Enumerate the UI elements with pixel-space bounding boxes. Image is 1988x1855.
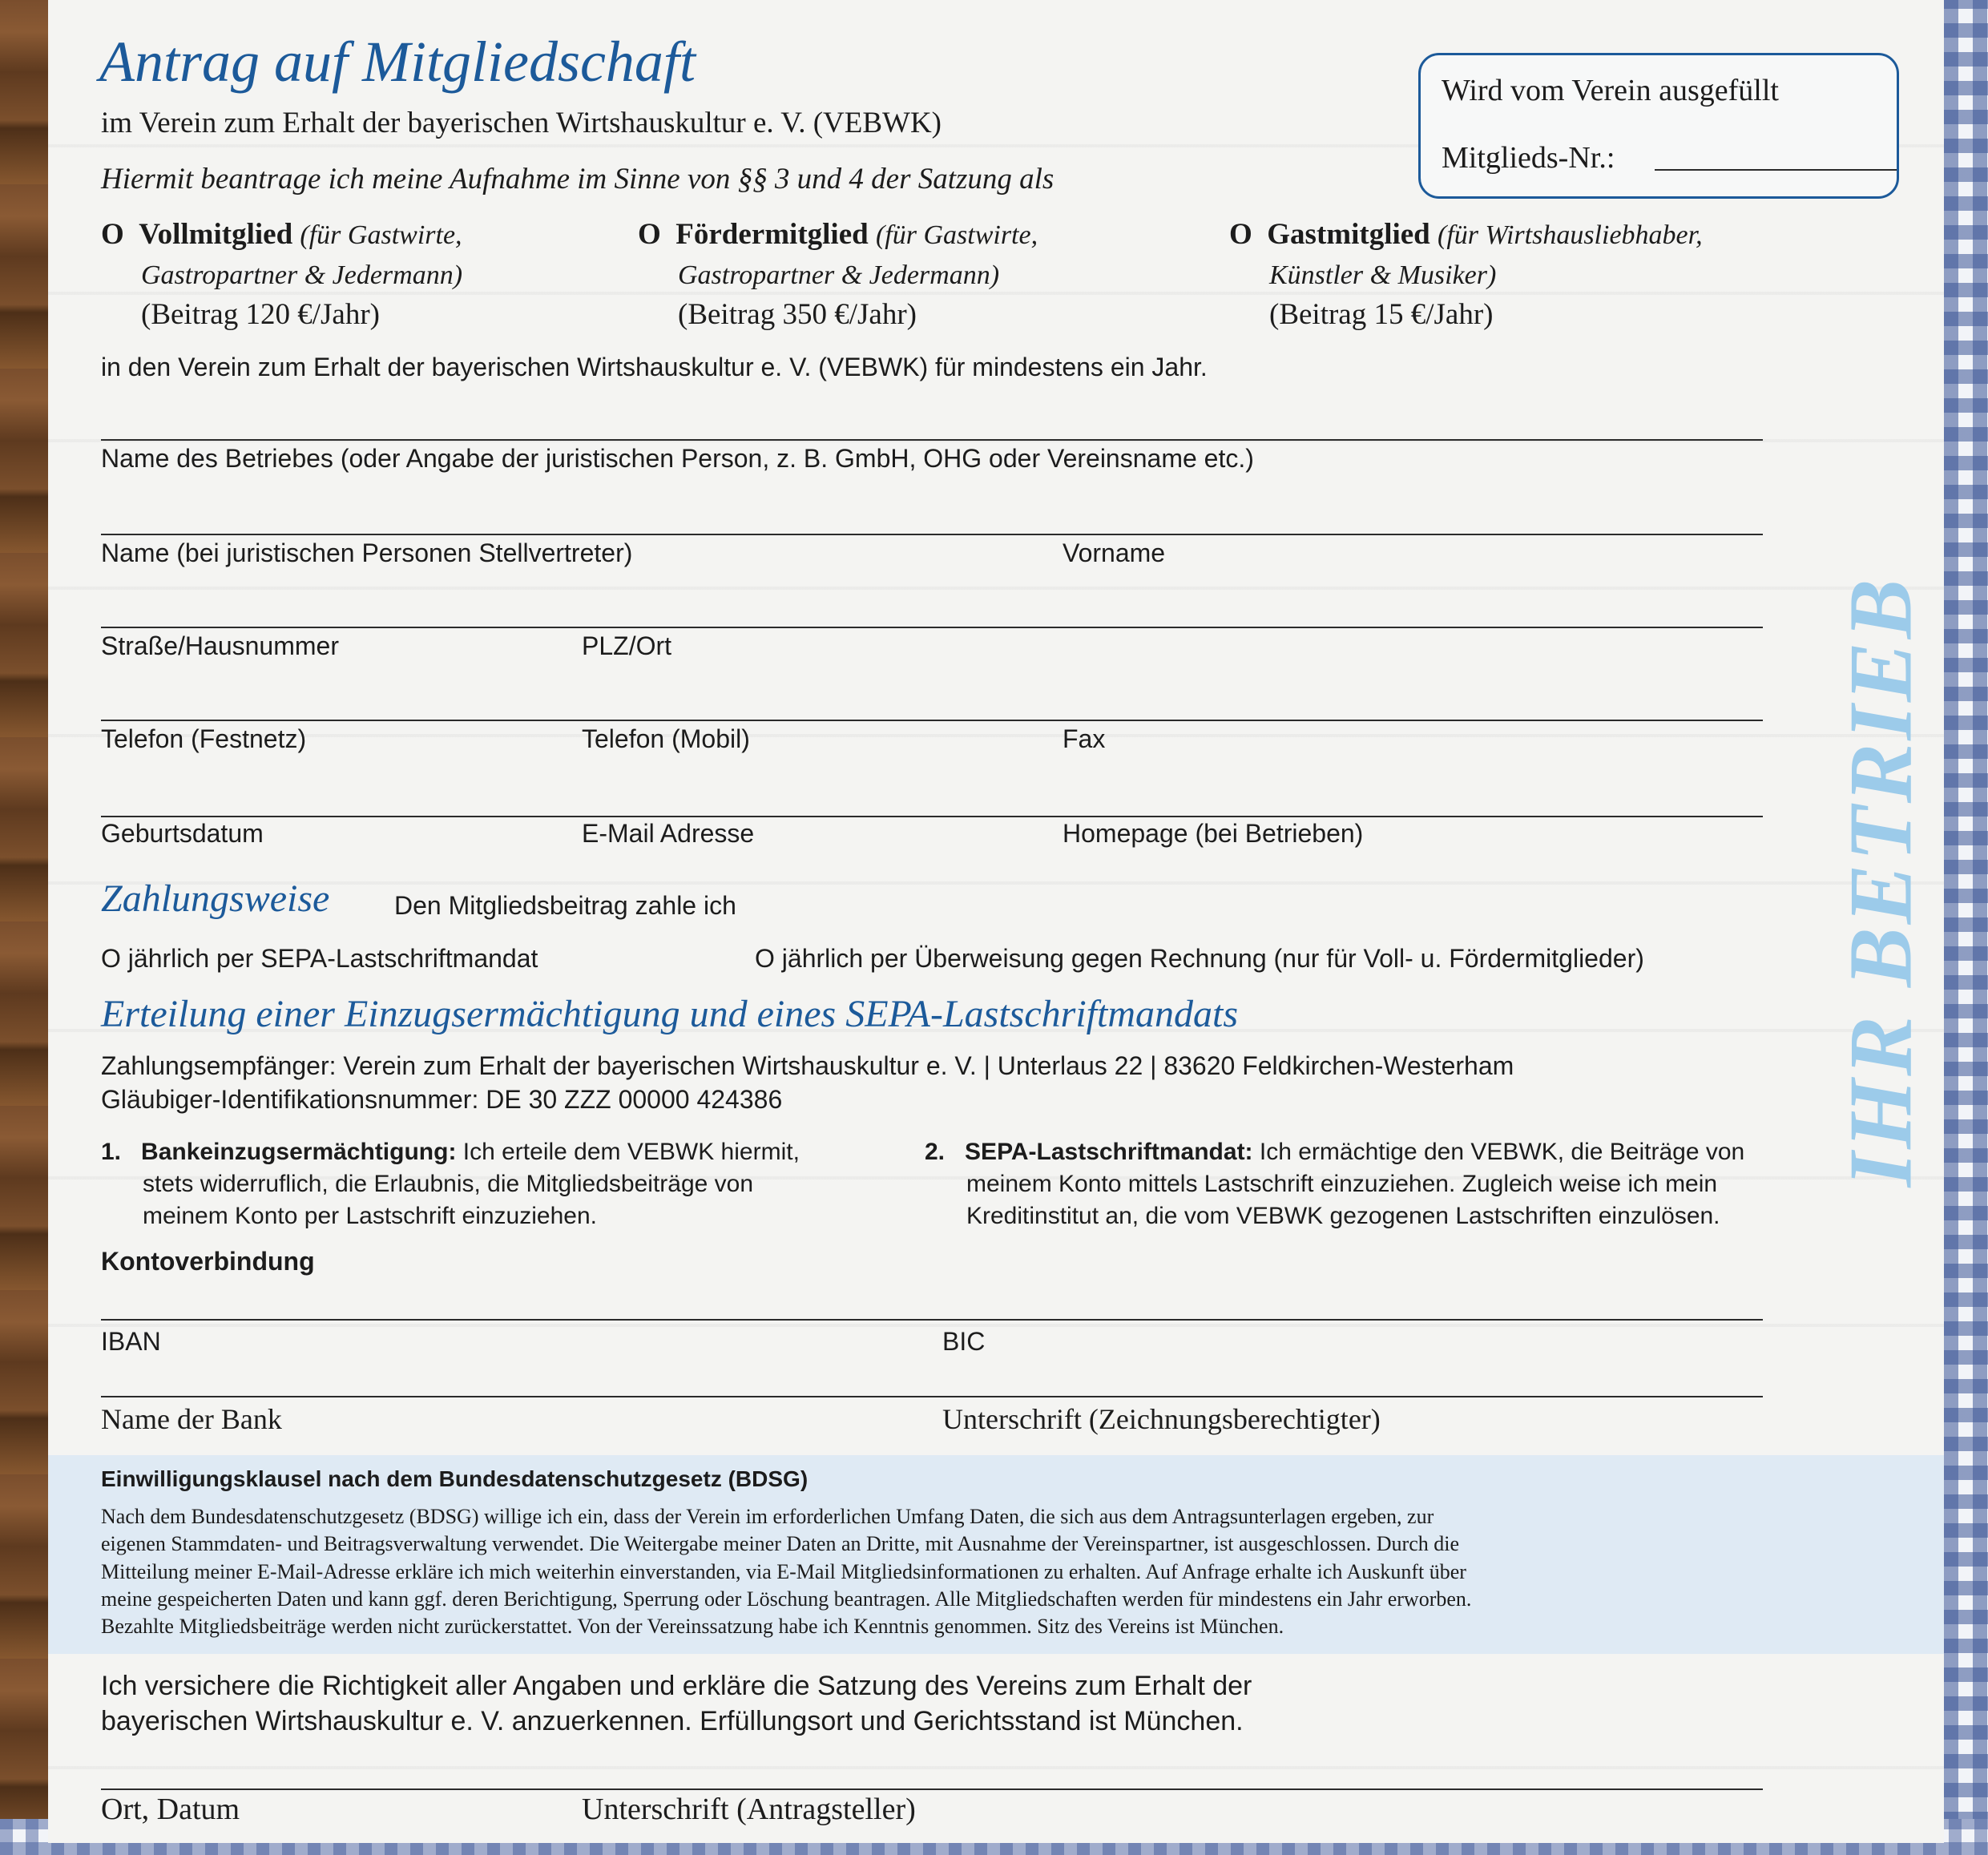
bdsg-line: meine gespeicherten Daten und kann ggf. deren Berichtigung, Sperrung oder Löschung beantragen. Alle Mitgliedschaften werden für mindestens ein Jahr erworben. bbox=[101, 1587, 1472, 1611]
bank-heading: Kontoverbindung bbox=[101, 1247, 315, 1276]
bdsg-line: Nach dem Bundesdatenschutzgesetz (BDSG) willige ich ein, dass der Verein im erforderlichen Umfang Daten, die sich aus dem Antragsunterlagen ergeben, zur bbox=[101, 1505, 1434, 1528]
applicant-signature-label: Unterschrift (Antragsteller) bbox=[582, 1792, 916, 1826]
item-text: Ich ermächtige den VEBWK, die Beiträge von bbox=[1252, 1139, 1745, 1165]
option-gastmitglied[interactable] bbox=[1229, 215, 1703, 335]
office-use-heading: Wird vom Verein ausgefüllt bbox=[1442, 74, 1779, 107]
item-text-2: meinem Konto mittels Lastschrift einzuziehen. Zugleich weise ich mein bbox=[966, 1170, 1718, 1197]
side-label-ihr-betrieb: IHR BETRIEB bbox=[1831, 575, 1931, 1188]
homepage-label: Homepage (bei Betrieben) bbox=[1063, 819, 1364, 848]
option-note-2: Gastropartner & Jedermann) bbox=[141, 260, 463, 290]
office-use-box bbox=[1418, 53, 1899, 199]
bdsg-text bbox=[101, 1503, 1471, 1641]
phone-field-line[interactable] bbox=[101, 720, 1763, 721]
item-number: 1. bbox=[101, 1139, 122, 1165]
contact-field-line[interactable] bbox=[101, 816, 1763, 817]
last-name-label: Name (bei juristischen Personen Stellvertreter) bbox=[101, 538, 633, 567]
page-subtitle: im Verein zum Erhalt der bayerischen Wirtshauskultur e. V. (VEBWK) bbox=[101, 107, 942, 139]
signature-field-line[interactable] bbox=[101, 1788, 1763, 1790]
option-note-2: Künstler & Musiker) bbox=[1269, 260, 1497, 290]
zip-city-label: PLZ/Ort bbox=[582, 631, 672, 660]
account-holder-signature-label: Unterschrift (Zeichnungsberechtigter) bbox=[942, 1403, 1381, 1435]
sepa-section-title: Erteilung einer Einzugsermächtigung und eines SEPA-Lastschriftmandats bbox=[101, 993, 1239, 1035]
iban-field-line[interactable] bbox=[101, 1319, 1763, 1321]
phone-label: Telefon (Festnetz) bbox=[101, 724, 307, 753]
option-name: Fördermitglied bbox=[675, 218, 869, 251]
payment-option-invoice[interactable]: O jährlich per Überweisung gegen Rechnung (nur für Voll- u. Fördermitglieder) bbox=[755, 944, 1644, 973]
payee-info: Zahlungsempfänger: Verein zum Erhalt der bayerischen Wirtshauskultur e. V. | Unterlaus 22 | 83620 Feldkirchen-Westerham bbox=[101, 1051, 1514, 1080]
page-title: Antrag auf Mitgliedschaft bbox=[99, 30, 696, 94]
creditor-id: Gläubiger-Identifikationsnummer: DE 30 ZZZ 00000 424386 bbox=[101, 1085, 783, 1114]
option-fee: (Beitrag 15 €/Jahr) bbox=[1269, 297, 1494, 331]
item-heading: SEPA-Lastschriftmandat: bbox=[965, 1139, 1253, 1165]
option-marker[interactable]: O bbox=[101, 218, 124, 251]
option-marker[interactable]: O bbox=[1229, 218, 1252, 251]
business-name-label: Name des Betriebes (oder Angabe der juristischen Person, z. B. GmbH, OHG oder Vereinsname etc.) bbox=[101, 444, 1254, 473]
iban-label: IBAN bbox=[101, 1327, 161, 1356]
declaration-line: Ich versichere die Richtigkeit aller Angaben und erkläre die Satzung des Vereins zum Erhalt der bbox=[101, 1671, 1252, 1701]
bdsg-title: Einwilligungsklausel nach dem Bundesdatenschutzgesetz (BDSG) bbox=[101, 1466, 809, 1491]
fax-label: Fax bbox=[1063, 724, 1106, 753]
bic-label: BIC bbox=[942, 1327, 986, 1356]
wood-background-left bbox=[0, 0, 48, 1855]
name-field-line[interactable] bbox=[101, 534, 1763, 535]
option-note: (für Gastwirte, bbox=[875, 220, 1038, 250]
member-number-label: Mitglieds-Nr.: bbox=[1442, 141, 1615, 175]
place-date-label: Ort, Datum bbox=[101, 1792, 240, 1826]
sepa-item-1 bbox=[101, 1136, 800, 1232]
birthdate-label: Geburtsdatum bbox=[101, 819, 264, 848]
membership-duration-text: in den Verein zum Erhalt der bayerischen Wirtshauskultur e. V. (VEBWK) für mindestens ein Jahr. bbox=[101, 353, 1208, 381]
payment-intro: Den Mitgliedsbeitrag zahle ich bbox=[394, 891, 736, 920]
application-lead: Hiermit beantrage ich meine Aufnahme im Sinne von §§ 3 und 4 der Satzung als bbox=[101, 163, 1054, 196]
bdsg-line: eigenen Stammdaten- und Beitragsverwaltung verwendet. Die Weitergabe meiner Daten an Dritte, mit Ausnahme der Vereinspartner, ist ausgeschlossen. Durch die bbox=[101, 1532, 1460, 1556]
gingham-border-right bbox=[1944, 0, 1988, 1855]
option-note: (für Wirtshausliebhaber, bbox=[1438, 220, 1703, 250]
declaration-text bbox=[101, 1668, 1252, 1739]
option-name: Gastmitglied bbox=[1267, 218, 1430, 251]
bdsg-line: Bezahlte Mitgliedsbeiträge werden nicht zurückerstattet. Von der Vereinssatzung habe ich Kenntnis genommen. Sitz des Vereins ist München. bbox=[101, 1615, 1284, 1639]
item-text: Ich erteile dem VEBWK hiermit, bbox=[456, 1139, 800, 1165]
street-label: Straße/Hausnummer bbox=[101, 631, 339, 660]
member-number-field[interactable] bbox=[1655, 169, 1897, 171]
bank-name-label: Name der Bank bbox=[101, 1403, 282, 1435]
option-note-2: Gastropartner & Jedermann) bbox=[678, 260, 1000, 290]
first-name-label: Vorname bbox=[1063, 538, 1166, 567]
option-fee: (Beitrag 120 €/Jahr) bbox=[141, 297, 380, 331]
option-vollmitglied[interactable] bbox=[101, 215, 462, 335]
business-name-field[interactable] bbox=[101, 439, 1763, 441]
address-field-line[interactable] bbox=[101, 627, 1763, 628]
payment-option-sepa[interactable]: O jährlich per SEPA-Lastschriftmandat bbox=[101, 944, 538, 973]
option-foerdermitglied[interactable] bbox=[638, 215, 1038, 335]
option-fee: (Beitrag 350 €/Jahr) bbox=[678, 297, 917, 331]
payment-section-title: Zahlungsweise bbox=[101, 877, 330, 920]
item-text-2: stets widerruflich, die Erlaubnis, die Mitgliedsbeiträge von bbox=[143, 1170, 754, 1197]
item-text-3: Kreditinstitut an, die vom VEBWK gezogenen Lastschriften einzulösen. bbox=[966, 1202, 1720, 1229]
item-text-3: meinem Konto per Lastschrift einzuziehen. bbox=[143, 1202, 597, 1229]
bank-name-field-line[interactable] bbox=[101, 1396, 1763, 1397]
item-number: 2. bbox=[925, 1139, 946, 1165]
option-note: (für Gastwirte, bbox=[300, 220, 462, 250]
option-marker[interactable]: O bbox=[638, 218, 661, 251]
email-label: E-Mail Adresse bbox=[582, 819, 755, 848]
sepa-item-2 bbox=[925, 1136, 1744, 1232]
option-name: Vollmitglied bbox=[139, 218, 293, 251]
item-heading: Bankeinzugsermächtigung: bbox=[141, 1139, 457, 1165]
mobile-label: Telefon (Mobil) bbox=[582, 724, 750, 753]
bdsg-line: Mitteilung meiner E-Mail-Adresse erkläre ich mich weiterhin einverstanden, via E-Mail Mitgliedsinformationen zu erhalten. Auf Anfrage erhalte ich Auskunft über bbox=[101, 1559, 1466, 1583]
declaration-line: bayerischen Wirtshauskultur e. V. anzuerkennen. Erfüllungsort und Gerichtsstand ist München. bbox=[101, 1706, 1244, 1737]
